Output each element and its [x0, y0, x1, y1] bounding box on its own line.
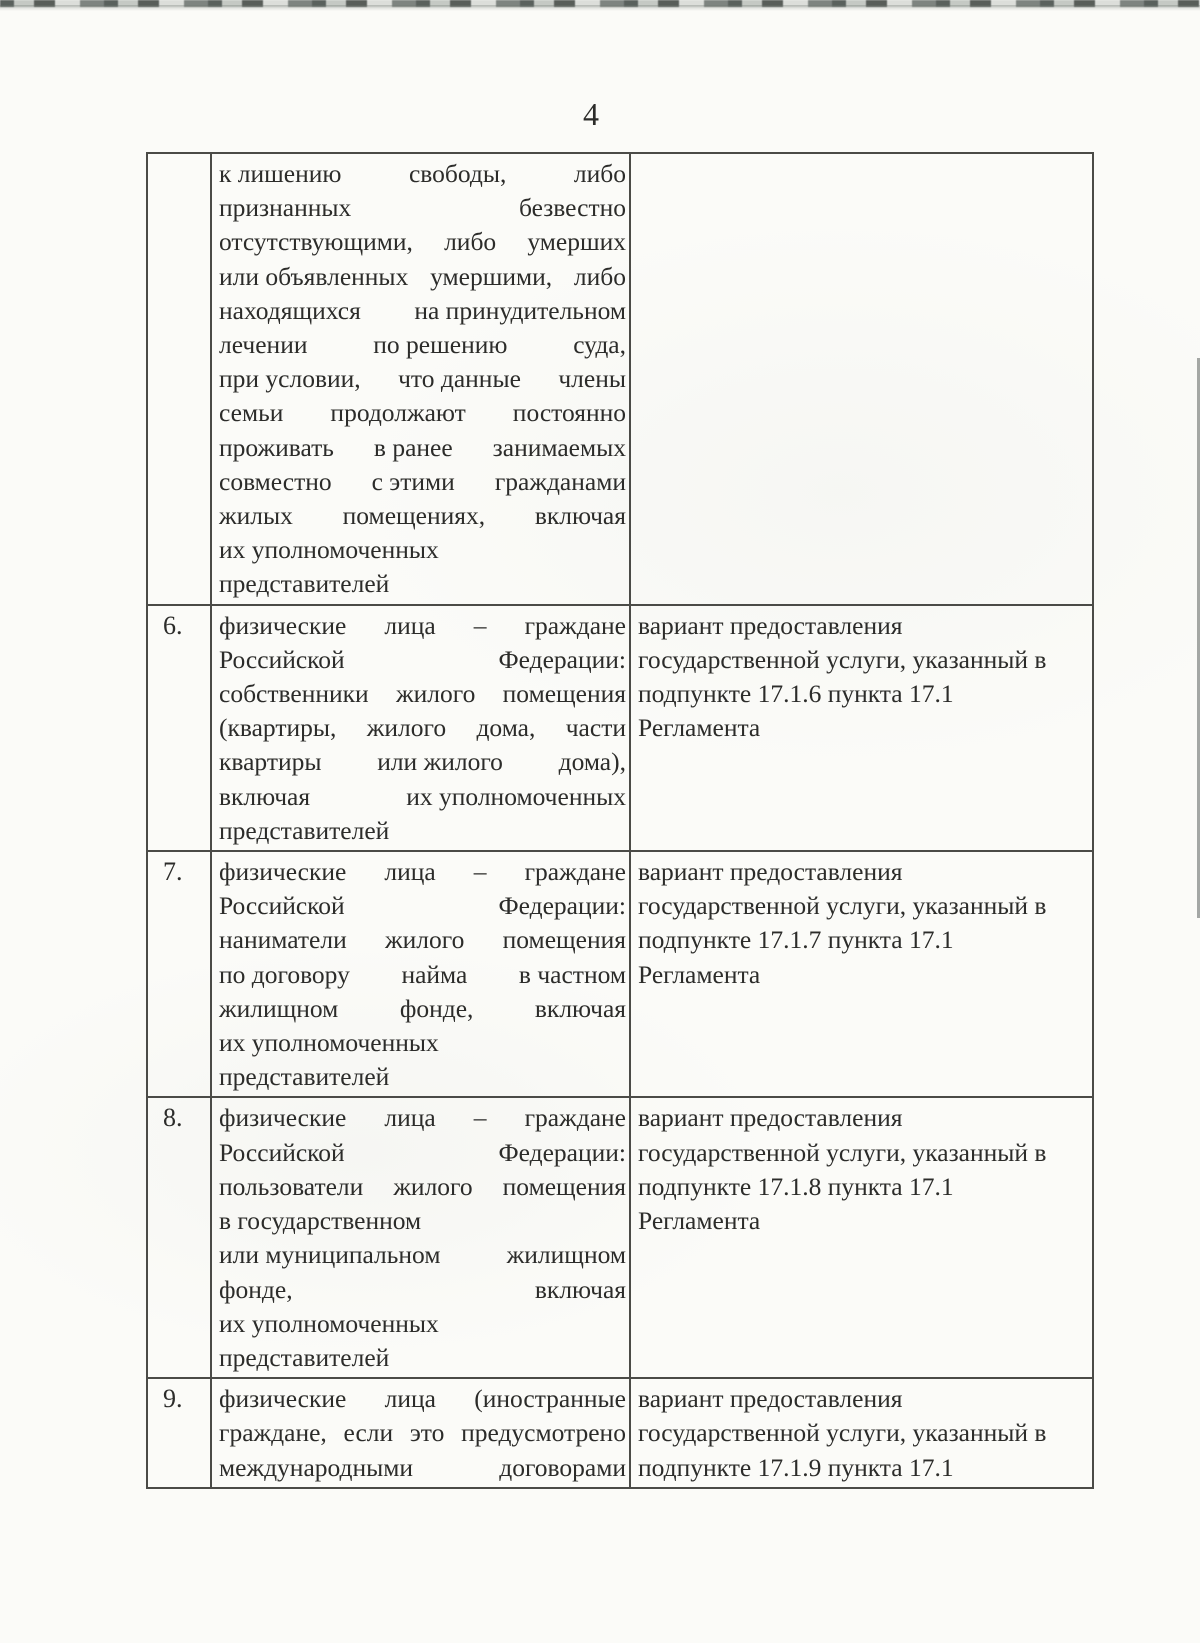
word-group: части: [565, 713, 626, 743]
description-text-line: [219, 711, 626, 745]
word-group: –: [473, 857, 487, 887]
word-group: постоянно: [512, 398, 626, 428]
word-group: лица: [384, 1103, 436, 1133]
table-row: [148, 850, 1092, 1096]
variant-text-line: подпункте 17.1.6 пункта 17.1: [638, 679, 954, 709]
applicant-description-cell: [212, 1379, 631, 1487]
description-text-line: [219, 677, 626, 711]
word-group: в частном: [518, 959, 626, 989]
description-text-line: [219, 1382, 626, 1416]
applicants-table: [146, 152, 1094, 1489]
word-group: занимаемых: [492, 432, 626, 462]
description-text-line: [219, 1273, 626, 1307]
description-text-line: представителей: [219, 815, 390, 845]
service-variant-cell: [631, 1379, 1092, 1487]
word-group: физические: [219, 857, 347, 887]
word-group: что данные: [398, 364, 521, 394]
description-text-line: представителей: [219, 1062, 390, 1092]
description-text-line: [219, 328, 626, 362]
description-text-line: [219, 499, 626, 533]
table-row: [148, 604, 1092, 850]
word-group: помещения: [502, 679, 626, 709]
word-group: найма: [401, 959, 468, 989]
word-group: помещениях,: [342, 501, 486, 531]
word-group: безвестно: [518, 193, 626, 223]
word-group: их уполномоченных: [406, 781, 626, 811]
applicant-description-cell: [212, 852, 631, 1096]
word-group: помещения: [502, 1171, 626, 1201]
word-group: жилого: [396, 679, 476, 709]
variant-text-line: государственной услуги, указанный в: [638, 891, 1047, 921]
row-number-cell: 9.: [148, 1379, 212, 1487]
word-group: в ранее: [373, 432, 453, 462]
table-row: [148, 154, 1092, 604]
description-text-line: [219, 431, 626, 465]
row-number-cell: 8.: [148, 1098, 212, 1377]
table-row: [148, 1377, 1092, 1487]
variant-text-line: Регламента: [638, 713, 761, 743]
word-group: или муниципальном: [219, 1240, 441, 1270]
variant-text-line: государственной услуги, указанный в: [638, 1137, 1047, 1167]
word-group: Российской: [219, 1137, 345, 1167]
row-number-cell: 6.: [148, 606, 212, 850]
word-group: лица: [384, 857, 436, 887]
description-text-line: [219, 157, 626, 191]
word-group: или жилого: [377, 747, 503, 777]
word-group: по решению: [373, 330, 508, 360]
service-variant-cell: [631, 1098, 1092, 1377]
description-text-line: [219, 923, 626, 957]
word-group: продолжают: [330, 398, 466, 428]
description-text-line: [219, 745, 626, 779]
word-group: жилищном: [506, 1240, 626, 1270]
description-text-line: [219, 465, 626, 499]
description-text-line: в государственном: [219, 1206, 422, 1236]
word-group: (квартиры,: [219, 713, 337, 743]
applicant-description-cell: [212, 1098, 631, 1377]
variant-text-line: Регламента: [638, 959, 761, 989]
word-group: признанных: [219, 193, 352, 223]
applicant-description-cell: [212, 606, 631, 850]
variant-text-line: государственной услуги, указанный в: [638, 1418, 1047, 1448]
variant-text-line: подпункте 17.1.7 пункта 17.1: [638, 925, 954, 955]
description-text-line: [219, 889, 626, 923]
word-group: семьи: [219, 398, 284, 428]
word-group: на принудительном: [414, 295, 626, 325]
description-text-line: [219, 609, 626, 643]
scan-noise-top-fade: [0, 5, 1200, 11]
description-text-line: [219, 1451, 626, 1485]
word-group: собственники: [219, 679, 369, 709]
word-group: Российской: [219, 891, 345, 921]
description-text-line: представителей: [219, 569, 390, 599]
word-group: с этими: [371, 466, 455, 496]
word-group: находящихся: [219, 295, 361, 325]
word-group: предусмотрено: [461, 1418, 626, 1448]
word-group: физические: [219, 1384, 347, 1414]
variant-text-line: государственной услуги, указанный в: [638, 644, 1047, 674]
description-text-line: [219, 225, 626, 259]
word-group: включая: [534, 1274, 626, 1304]
word-group: при условии,: [219, 364, 361, 394]
row-number-cell: [148, 154, 212, 604]
word-group: граждане: [524, 857, 626, 887]
word-group: наниматели: [219, 925, 347, 955]
word-group: члены: [558, 364, 626, 394]
page-number: 4: [583, 96, 599, 132]
word-group: –: [473, 610, 487, 640]
word-group: если: [343, 1418, 394, 1448]
word-group: дома),: [558, 747, 626, 777]
word-group: умершими,: [430, 261, 553, 291]
word-group: –: [473, 1103, 487, 1133]
description-text-line: [219, 1238, 626, 1272]
word-group: договорами: [499, 1452, 626, 1482]
word-group: включая: [534, 501, 626, 531]
description-text-line: [219, 260, 626, 294]
service-variant-cell: [631, 852, 1092, 1096]
row-number-cell: 7.: [148, 852, 212, 1096]
word-group: Федерации:: [498, 644, 626, 674]
word-group: жилых: [219, 501, 293, 531]
word-group: жилого: [393, 1171, 473, 1201]
table-row: [148, 1096, 1092, 1377]
description-text-line: [219, 191, 626, 225]
word-group: совместно: [219, 466, 332, 496]
word-group: фонде,: [399, 993, 474, 1023]
description-text-line: представителей: [219, 1342, 390, 1372]
applicant-description-cell: [212, 154, 631, 604]
word-group: либо: [573, 261, 626, 291]
word-group: либо: [444, 227, 497, 257]
description-text-line: [219, 1416, 626, 1450]
description-text-line: [219, 1170, 626, 1204]
word-group: лечении: [219, 330, 308, 360]
word-group: или объявленных: [219, 261, 409, 291]
description-text-line: их уполномоченных: [219, 1308, 439, 1338]
word-group: отсутствующими,: [219, 227, 413, 257]
word-group: жилого: [366, 713, 447, 743]
description-text-line: [219, 1136, 626, 1170]
word-group: свободы,: [408, 159, 507, 188]
description-text-line: [219, 1101, 626, 1135]
word-group: по договору: [219, 959, 350, 989]
word-group: суда,: [573, 330, 626, 360]
word-group: физические: [219, 610, 347, 640]
word-group: лица: [384, 610, 436, 640]
word-group: включая: [534, 993, 626, 1023]
word-group: умерших: [527, 227, 626, 257]
word-group: граждане: [524, 1103, 626, 1133]
variant-text-line: подпункте 17.1.9 пункта 17.1: [638, 1452, 954, 1482]
word-group: лица: [384, 1384, 436, 1414]
word-group: либо: [573, 159, 626, 188]
description-text-line: [219, 396, 626, 430]
description-text-line: [219, 855, 626, 889]
word-group: (иностранные: [474, 1384, 626, 1414]
word-group: физические: [219, 1103, 347, 1133]
description-text-line: [219, 958, 626, 992]
variant-text-line: Регламента: [638, 1206, 761, 1236]
word-group: включая: [219, 781, 311, 811]
word-group: квартиры: [219, 747, 322, 777]
variant-text-line: вариант предоставления: [638, 1103, 903, 1133]
variant-text-line: вариант предоставления: [638, 610, 903, 640]
word-group: Российской: [219, 644, 345, 674]
word-group: дома,: [476, 713, 536, 743]
variant-text-line: вариант предоставления: [638, 1384, 903, 1414]
word-group: жилого: [385, 925, 465, 955]
description-text-line: [219, 362, 626, 396]
word-group: помещения: [502, 925, 626, 955]
word-group: Федерации:: [498, 1137, 626, 1167]
variant-text-line: вариант предоставления: [638, 857, 903, 887]
word-group: граждане: [524, 610, 626, 640]
description-text-line: их уполномоченных: [219, 1028, 439, 1058]
word-group: к лишению: [219, 159, 342, 188]
description-text-line: [219, 643, 626, 677]
word-group: жилищном: [219, 993, 339, 1023]
description-text-line: [219, 992, 626, 1026]
word-group: граждане,: [219, 1418, 327, 1448]
variant-text-line: подпункте 17.1.8 пункта 17.1: [638, 1171, 954, 1201]
description-text-line: их уполномоченных: [219, 535, 439, 565]
description-text-line: [219, 780, 626, 814]
word-group: это: [409, 1418, 445, 1448]
service-variant-cell: [631, 154, 1092, 604]
word-group: фонде,: [219, 1274, 293, 1304]
word-group: проживать: [219, 432, 334, 462]
word-group: пользователи: [219, 1171, 364, 1201]
service-variant-cell: [631, 606, 1092, 850]
word-group: гражданами: [494, 466, 626, 496]
description-text-line: [219, 294, 626, 328]
word-group: международными: [219, 1452, 414, 1482]
word-group: Федерации:: [498, 891, 626, 921]
